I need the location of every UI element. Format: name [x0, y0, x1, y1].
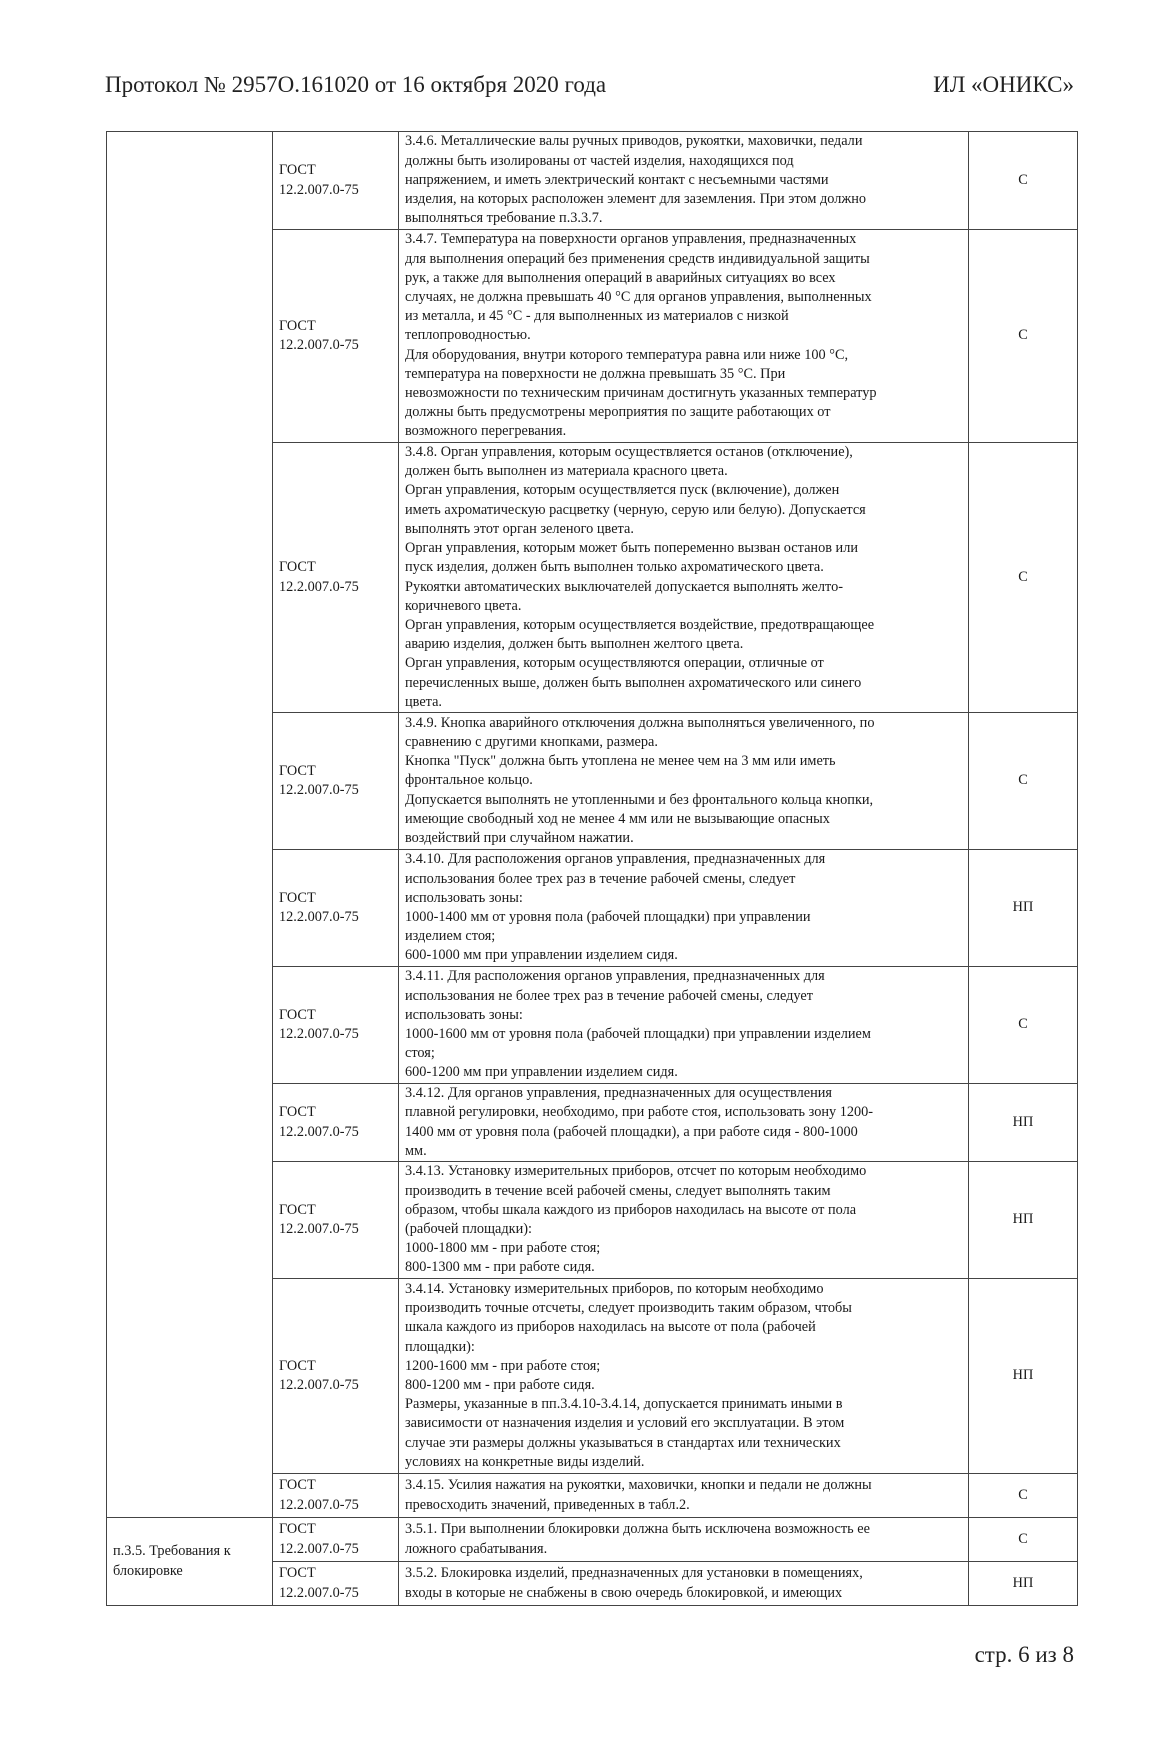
result-cell: НП [969, 1279, 1078, 1474]
requirement-cell: 3.4.15. Усилия нажатия на рукоятки, маховички, кнопки и педали не должны превосходить значений, приведенных в табл.2. [399, 1474, 969, 1518]
requirement-cell: 3.4.14. Установку измерительных приборов, по которым необходимо производить точные отсчеты, следует производить таким образом, чтобы шкала каждого из приборов находилась на высоте от пола (рабочей площадки): 1200-1600 мм - при работе стоя; 800-1200 мм - при работе сидя. Размеры, указанные в пп.3.4.10-3.4.14, допускается принимать иными в зависимости от назначения изделия и условий его эксплуатации. В этом случае эти размеры должны указываться в стандартах или технических условиях на конкретные виды изделий. [399, 1279, 969, 1474]
result-cell: НП [969, 1084, 1078, 1162]
result-cell: С [969, 1474, 1078, 1518]
standard-cell: ГОСТ 12.2.007.0-75 [273, 1084, 399, 1162]
standard-cell: ГОСТ 12.2.007.0-75 [273, 1518, 399, 1562]
requirement-cell: 3.4.8. Орган управления, которым осуществляется останов (отключение), должен быть выполнен из материала красного цвета. Орган управления, которым осуществляется пуск (включение), должен иметь ахроматическую расцветку (черную, серую или белую). Допускается выполнять этот орган зеленого цвета. Орган управления, которым может быть попеременно вызван останов или пуск изделия, должен быть выполнен только ахроматического цвета. Рукоятки автоматических выключателей допускается выполнять желто- коричневого цвета. Орган управления, которым осуществляется воздействие, предотвращающее аварию изделия, должен быть выполнен желтого цвета. Орган управления, которым осуществляются операции, отличные от перечисленных выше, должен быть выполнен ахроматического или синего цвета. [399, 443, 969, 713]
requirement-cell: 3.4.6. Металлические валы ручных приводов, рукоятки, маховички, педали должны быть изолированы от частей изделия, находящихся под напряжением, и иметь электрический контакт с несъемными частями изделия, на которых расположен элемент для заземления. При этом должно выполняться требование п.3.3.7. [399, 132, 969, 230]
result-cell: С [969, 230, 1078, 443]
page-number: стр. 6 из 8 [974, 1642, 1074, 1667]
requirement-cell: 3.5.2. Блокировка изделий, предназначенных для установки в помещениях, входы в которые не снабжены в свою очередь блокировкой, и имеющих [399, 1562, 969, 1606]
standard-cell: ГОСТ 12.2.007.0-75 [273, 1474, 399, 1518]
result-cell: НП [969, 1562, 1078, 1606]
result-cell: НП [969, 850, 1078, 967]
standard-cell: ГОСТ 12.2.007.0-75 [273, 132, 399, 230]
requirements-table-body [107, 132, 1078, 1606]
requirement-cell: 3.5.1. При выполнении блокировки должна быть исключена возможность ее ложного срабатывания. [399, 1518, 969, 1562]
standard-cell: ГОСТ 12.2.007.0-75 [273, 1562, 399, 1606]
result-cell: С [969, 443, 1078, 713]
standard-cell: ГОСТ 12.2.007.0-75 [273, 1279, 399, 1474]
section-cell [107, 132, 273, 1518]
requirement-cell: 3.4.12. Для органов управления, предназначенных для осуществления плавной регулировки, необходимо, при работе стоя, использовать зону 1200- 1400 мм от уровня пола (рабочей площадки), а при работе сидя - 800-1000 мм. [399, 1084, 969, 1162]
result-cell: НП [969, 1162, 1078, 1279]
protocol-title: Протокол № 2957О.161020 от 16 октября 2020 года [105, 72, 607, 97]
standard-cell: ГОСТ 12.2.007.0-75 [273, 1162, 399, 1279]
standard-cell: ГОСТ 12.2.007.0-75 [273, 713, 399, 850]
requirement-cell: 3.4.10. Для расположения органов управления, предназначенных для использования более трех раз в течение рабочей смены, следует использовать зоны: 1000-1400 мм от уровня пола (рабочей площадки) при управлении изделием стоя; 600-1000 мм при управлении изделием сидя. [399, 850, 969, 967]
requirement-cell: 3.4.9. Кнопка аварийного отключения должна выполняться увеличенного, по сравнению с другими кнопками, размера. Кнопка "Пуск" должна быть утоплена не менее чем на 3 мм или иметь фронтальное кольцо. Допускается выполнять не утопленными и без фронтального кольца кнопки, имеющие свободный ход не менее 4 мм или не вызывающие опасных воздействий при случайном нажатии. [399, 713, 969, 850]
standard-cell: ГОСТ 12.2.007.0-75 [273, 230, 399, 443]
requirement-cell: 3.4.7. Температура на поверхности органов управления, предназначенных для выполнения операций без применения средств индивидуальной защиты рук, а также для выполнения операций в аварийных ситуациях во всех случаях, не должна превышать 40 °С для органов управления, выполненных из металла, и 45 °С - для выполненных из материалов с низкой теплопроводностью. Для оборудования, внутри которого температура равна или ниже 100 °С, температура на поверхности не должна превышать 35 °С. При невозможности по техническим причинам достигнуть указанных температур должны быть предусмотрены мероприятия по защите работающих от возможного перегревания. [399, 230, 969, 443]
result-cell: С [969, 132, 1078, 230]
table-row [107, 132, 1078, 230]
lab-name: ИЛ «ОНИКС» [933, 72, 1074, 97]
requirements-table [106, 131, 1078, 1606]
page-header [105, 72, 1074, 98]
table-row [107, 1518, 1078, 1562]
standard-cell: ГОСТ 12.2.007.0-75 [273, 850, 399, 967]
requirement-cell: 3.4.11. Для расположения органов управления, предназначенных для использования не более трех раз в течение рабочей смены, следует использовать зоны: 1000-1600 мм от уровня пола (рабочей площадки) при управлении изделием стоя; 600-1200 мм при управлении изделием сидя. [399, 967, 969, 1084]
requirement-cell: 3.4.13. Установку измерительных приборов, отсчет по которым необходимо производить в течение всей рабочей смены, следует выполнять таким образом, чтобы шкала каждого из приборов находилась на высоте от пола (рабочей площадки): 1000-1800 мм - при работе стоя; 800-1300 мм - при работе сидя. [399, 1162, 969, 1279]
section-cell: п.3.5. Требования к блокировке [107, 1518, 273, 1606]
result-cell: С [969, 967, 1078, 1084]
standard-cell: ГОСТ 12.2.007.0-75 [273, 443, 399, 713]
standard-cell: ГОСТ 12.2.007.0-75 [273, 967, 399, 1084]
result-cell: С [969, 713, 1078, 850]
result-cell: С [969, 1518, 1078, 1562]
